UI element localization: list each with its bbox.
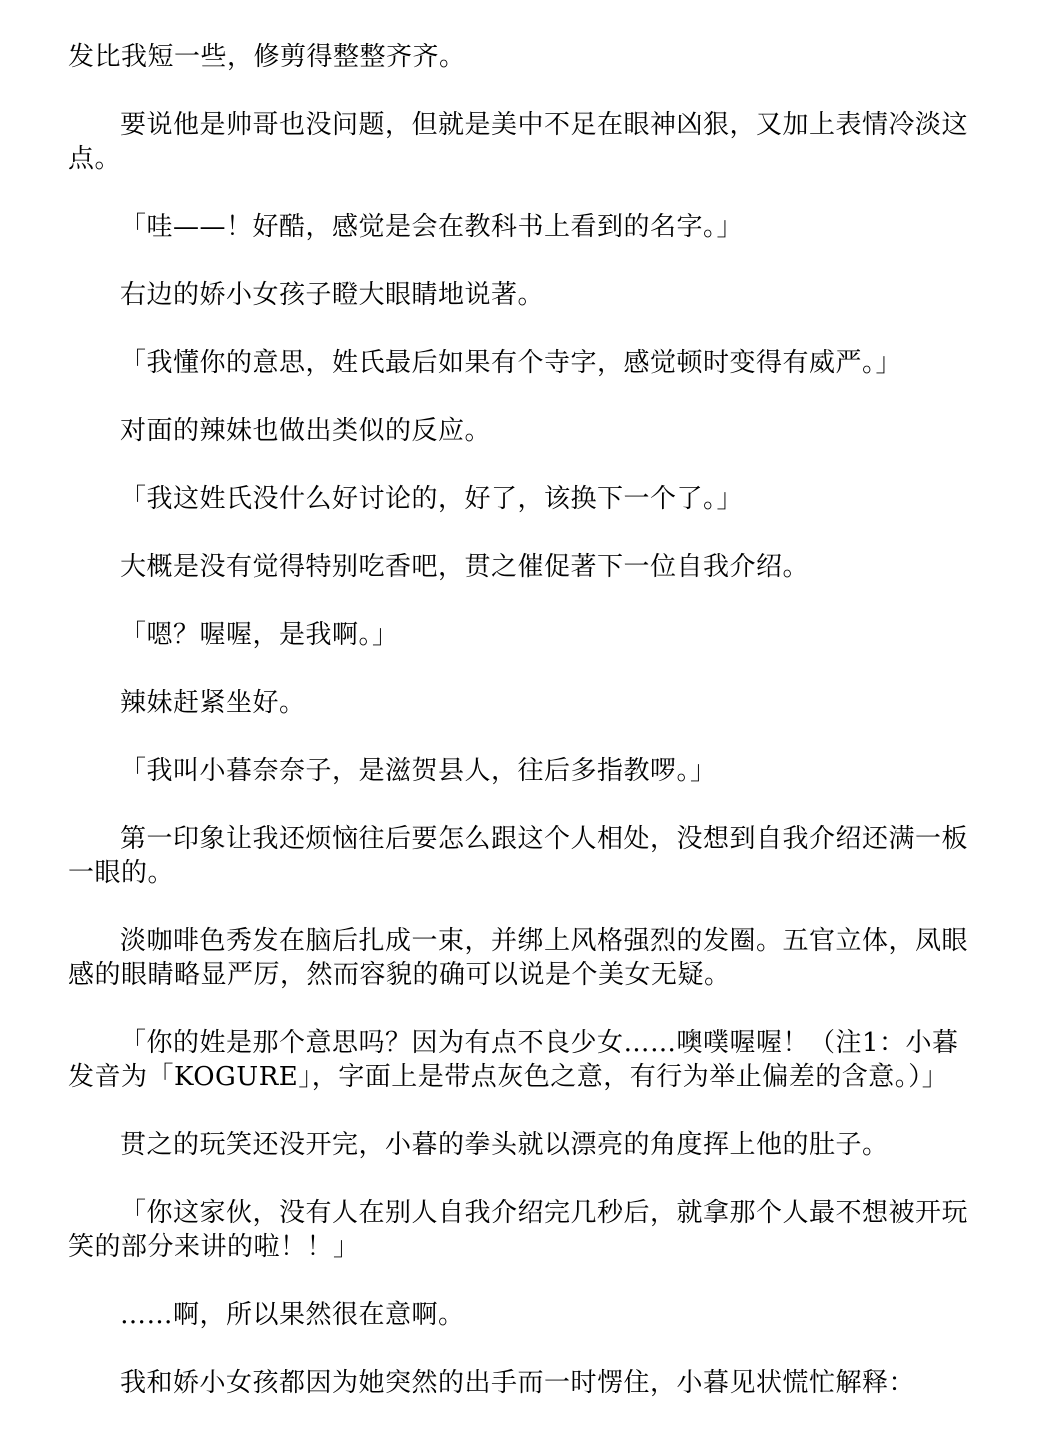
paragraph: 「我叫小暮奈奈子，是滋贺县人，往后多指教啰。」: [120, 756, 717, 786]
paragraph: 辣妹赶紧坐好。: [120, 688, 306, 718]
paragraph: 「你的姓是那个意思吗？因为有点不良少女……噢噗喔喔！（注1：小暮发音为「KOGURE」，字面上是带点灰色之意，有行为举止偏差的含意。）」: [68, 1028, 959, 1092]
paragraph: 我和娇小女孩都因为她突然的出手而一时愣住，小暮见状慌忙解释：: [120, 1368, 916, 1398]
paragraph: 「我这姓氏没什么好讨论的，好了，该换下一个了。」: [120, 484, 744, 514]
paragraph: 第一印象让我还烦恼往后要怎么跟这个人相处，没想到自我介绍还满一板一眼的。: [68, 824, 969, 888]
paragraph: 要说他是帅哥也没问题，但就是美中不足在眼神凶狠，又加上表情冷淡这点。: [68, 110, 969, 174]
paragraph: 「哇——！好酷，感觉是会在教科书上看到的名字。」: [120, 212, 744, 242]
paragraph: 淡咖啡色秀发在脑后扎成一束，并绑上风格强烈的发圈。五官立体，凤眼感的眼睛略显严厉，然而容貌的确可以说是个美女无疑。: [68, 926, 969, 990]
paragraph: 「你这家伙，没有人在别人自我介绍完几秒后，就拿那个人最不想被开玩笑的部分来讲的啦！！」: [68, 1198, 969, 1262]
paragraph: ……啊，所以果然很在意啊。: [120, 1300, 465, 1330]
paragraph: 「嗯？喔喔，是我啊。」: [120, 620, 399, 650]
paragraph: 贯之的玩笑还没开完，小暮的拳头就以漂亮的角度挥上他的肚子。: [120, 1130, 889, 1160]
paragraph: 「我懂你的意思，姓氏最后如果有个寺字，感觉顿时变得有威严。」: [120, 348, 903, 378]
document-page: [68, 40, 974, 1434]
paragraph: 大概是没有觉得特别吃香吧，贯之催促著下一位自我介绍。: [120, 552, 810, 582]
paragraph: 右边的娇小女孩子瞪大眼睛地说著。: [120, 280, 545, 310]
paragraph: 发比我短一些，修剪得整整齐齐。: [68, 42, 466, 72]
paragraph: 对面的辣妹也做出类似的反应。: [120, 416, 492, 446]
